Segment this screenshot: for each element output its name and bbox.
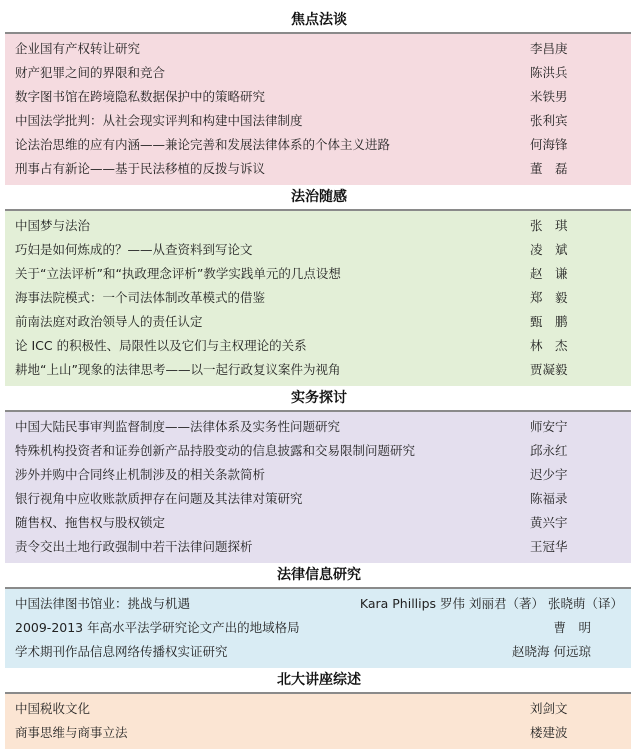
article-title: 中国大陆民事审判监督制度——法律体系及实务性问题研究 [15,419,341,434]
list-item[interactable] [5,85,631,109]
article-title: 海事法院模式：一个司法体制改革模式的借鉴 [15,290,266,305]
article-title: 责令交出土地行政强制中若干法律问题探析 [15,539,253,554]
section-body [5,410,631,563]
list-item[interactable] [5,463,631,487]
list-item[interactable] [5,334,631,358]
list-item[interactable] [5,238,631,262]
article-title: 巧妇是如何炼成的？——从查资料到写论文 [15,242,253,257]
section-title: 法治随感 [291,189,347,205]
article-title: 中国法学批判：从社会现实评判和构建中国法律制度 [15,113,303,128]
article-title: 学术期刊作品信息网络传播权实证研究 [15,644,228,659]
article-author: 董 磊 [530,161,568,176]
list-item[interactable] [5,133,631,157]
section-lectures [0,668,638,749]
list-item[interactable] [5,511,631,535]
list-item[interactable] [5,358,631,382]
article-title: 特殊机构投资者和证券创新产品持股变动的信息披露和交易限制问题研究 [15,443,416,458]
article-author: Kara Phillips 罗伟 刘丽君（著） 张晓萌（译） [359,596,623,611]
list-item[interactable] [5,640,631,664]
article-author: 甄 鹏 [530,314,568,329]
article-author: 刘剑文 [530,701,568,716]
article-author: 贾凝毅 [530,362,568,377]
article-title: 数字图书馆在跨境隐私数据保护中的策略研究 [15,89,266,104]
article-title: 中国法律图书馆业：挑战与机遇 [15,596,191,611]
section-title: 焦点法谈 [291,12,347,28]
list-item[interactable] [5,262,631,286]
article-title: 企业国有产权转让研究 [15,41,141,56]
article-author: 邱永红 [530,443,568,458]
article-author: 陈洪兵 [530,65,568,80]
article-author: 陈福录 [530,491,568,506]
section-legal-info [0,563,638,668]
list-item[interactable] [5,61,631,85]
list-item[interactable] [5,616,631,640]
article-author: 米铁男 [530,89,568,104]
article-author: 师安宁 [530,419,568,434]
list-item[interactable] [5,592,631,616]
article-author: 张利宾 [530,113,568,128]
section-focus [0,8,638,185]
list-item[interactable] [5,535,631,559]
article-title: 涉外并购中合同终止机制涉及的相关条款简析 [15,467,266,482]
article-author: 赵 谦 [530,266,568,281]
article-title: 论 ICC 的积极性、局限性以及它们与主权理论的关系 [15,338,307,353]
section-title: 北大讲座综述 [277,672,361,688]
article-title: 刑事占有新论——基于民法移植的反拨与诉议 [15,161,266,176]
list-item[interactable] [5,37,631,61]
section-title: 法律信息研究 [277,567,361,583]
article-title: 中国税收文化 [15,701,91,716]
list-item[interactable] [5,487,631,511]
article-author: 李昌庚 [530,41,568,56]
article-author: 凌 斌 [530,242,568,257]
article-author: 林 杰 [530,338,568,353]
section-body [5,587,631,668]
article-title: 耕地“上山”现象的法律思考——以一起行政复议案件为视角 [15,362,341,377]
article-author: 迟少宇 [530,467,568,482]
article-title: 银行视角中应收账款质押存在问题及其法律对策研究 [15,491,303,506]
list-item[interactable] [5,310,631,334]
article-author: 黄兴宇 [530,515,568,530]
article-author: 郑 毅 [530,290,568,305]
article-author: 张 琪 [530,218,568,233]
section-title: 实务探讨 [291,390,347,406]
article-author: 曹 明 [553,620,591,635]
article-title: 中国梦与法治 [15,218,91,233]
article-author: 楼建波 [530,725,568,740]
list-item[interactable] [5,697,631,721]
article-title: 商事思维与商事立法 [15,725,128,740]
section-body [5,209,631,386]
article-title: 随售权、拖售权与股权锁定 [15,515,166,530]
article-title: 前南法庭对政治领导人的责任认定 [15,314,203,329]
list-item[interactable] [5,109,631,133]
list-item[interactable] [5,721,631,745]
article-author: 何海锋 [530,137,568,152]
list-item[interactable] [5,286,631,310]
list-item[interactable] [5,415,631,439]
article-author: 赵晓海 何远琼 [512,644,591,659]
list-item[interactable] [5,214,631,238]
list-item[interactable] [5,439,631,463]
section-body [5,32,631,185]
section-body [5,692,631,749]
section-essays [0,185,638,386]
section-practice [0,386,638,563]
list-item[interactable] [5,157,631,181]
article-title: 财产犯罪之间的界限和竞合 [15,65,166,80]
article-title: 2009-2013 年高水平法学研究论文产出的地域格局 [15,620,300,635]
article-title: 论法治思维的应有内涵——兼论完善和发展法律体系的个体主义进路 [15,137,391,152]
article-title: 关于“立法评析”和“执政理念评析”教学实践单元的几点设想 [15,266,341,281]
article-author: 王冠华 [530,539,568,554]
